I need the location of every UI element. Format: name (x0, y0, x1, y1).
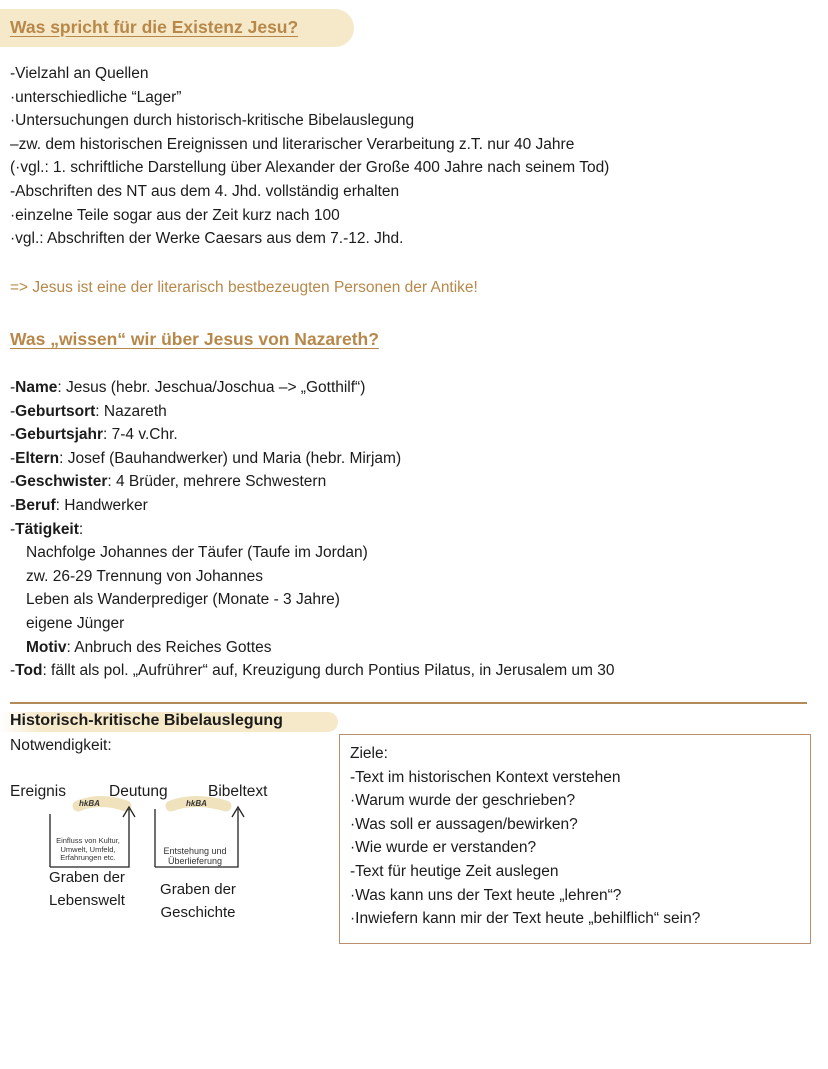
graben-line: Geschichte (160, 903, 236, 921)
list-item: Nachfolge Johannes der Täufer (Taufe im Jordan) (26, 544, 368, 562)
conclusion-text: => Jesus ist eine der literarisch bestbezeugten Personen der Antike! (10, 279, 478, 296)
fact-value: : Josef (Bauhandwerker) und Maria (hebr. Mirjam) (59, 449, 402, 467)
box-right-text: Entstehung und Überlieferung (163, 846, 227, 866)
fact-geburtsort: -Geburtsort: Nazareth (10, 402, 167, 420)
graben-geschichte (147, 879, 249, 924)
fact-value: : 7-4 v.Chr. (103, 426, 178, 444)
fact-value: : Nazareth (95, 402, 167, 420)
fact-label: Geschwister (15, 473, 108, 491)
list-item: eigene Jünger (26, 614, 125, 632)
fact-name: -Name: Jesus (hebr. Jeschua/Joschua –> „Gotthilf“) (10, 379, 366, 396)
fact-geburtsjahr: -Geburtsjahr: 7-4 v.Chr. (10, 426, 178, 444)
list-item: -Abschriften des NT aus dem 4. Jhd. vollständig erhalten (10, 182, 400, 200)
diagram-label-bibeltext: Bibeltext (208, 783, 268, 800)
fact-value: : Jesus (hebr. Jeschua/Joschua –> „Gotthilf“) (57, 379, 366, 396)
notwendigkeit-label: Notwendigkeit: (10, 737, 112, 754)
ziele-heading: Ziele: (350, 745, 388, 762)
list-item: ·Warum wurde der geschrieben? (350, 792, 576, 810)
section-divider (10, 702, 807, 704)
fact-geschwister: -Geschwister: 4 Brüder, mehrere Schwestern (10, 473, 327, 491)
list-item: ·Inwiefern kann mir der Text heute „behilflich“ sein? (350, 910, 701, 928)
list-item: -Text im historischen Kontext verstehen (350, 768, 621, 786)
fact-taetigkeit: -Tätigkeit: (10, 520, 84, 538)
list-item: ·unterschiedliche “Lager” (10, 88, 182, 106)
fact-value: : fällt als pol. „Aufrührer“ auf, Kreuzigung durch Pontius Pilatus, in Jerusalem um 30 (42, 662, 615, 680)
graben-line: Graben der (49, 869, 125, 886)
fact-label: Geburtsjahr (15, 426, 104, 444)
ziele-list (350, 742, 700, 931)
fact-label: Name (15, 379, 58, 396)
heading-highlight (0, 712, 338, 732)
section2-list (10, 376, 615, 683)
hkba-label-right: hkBA (186, 799, 207, 808)
graben-line: Lebenswelt (49, 891, 125, 909)
fact-value: : Anbruch des Reiches Gottes (66, 638, 272, 656)
list-item: ·Was soll er aussagen/bewirken? (350, 815, 578, 833)
list-item: –zw. dem historischen Ereignissen und literarischer Verarbeitung z.T. nur 40 Jahre (10, 135, 575, 153)
graben-line: Graben der (160, 881, 236, 898)
fact-beruf: -Beruf: Handwerker (10, 496, 148, 514)
graben-lebenswelt (36, 867, 138, 912)
heading-highlight (0, 9, 354, 47)
hkba-label-left: hkBA (79, 799, 100, 808)
diagram-label-deutung: Deutung (109, 783, 168, 800)
section3-title: Historisch-kritische Bibelauslegung (10, 712, 283, 729)
fact-value: : (78, 520, 84, 538)
fact-label: Tod (15, 662, 43, 680)
section1-list (10, 62, 609, 251)
list-item: Leben als Wanderprediger (Monate - 3 Jahre) (26, 591, 340, 609)
list-item: ·Untersuchungen durch historisch-kritische Bibelauslegung (10, 112, 415, 130)
fact-tod: -Tod: fällt als pol. „Aufrührer“ auf, Kreuzigung durch Pontius Pilatus, in Jerusalem um 30 (10, 662, 615, 680)
list-item: (·vgl.: 1. schriftliche Darstellung über Alexander der Große 400 Jahre nach seinem Tod) (10, 159, 610, 177)
fact-label: Beruf (15, 496, 56, 514)
box-left-text: Einfluss von Kultur, Umwelt, Umfeld, Erfahrungen etc. (56, 836, 120, 862)
fact-value: : 4 Brüder, mehrere Schwestern (107, 473, 327, 491)
section1-title: Was spricht für die Existenz Jesu? (10, 17, 299, 37)
list-item: ·vgl.: Abschriften der Werke Caesars aus dem 7.-12. Jhd. (10, 230, 404, 248)
list-item: ·einzelne Teile sogar aus der Zeit kurz nach 100 (10, 206, 340, 224)
fact-value: : Handwerker (55, 496, 148, 514)
list-item: ·Was kann uns der Text heute „lehren“? (350, 886, 622, 904)
diagram-label-ereignis: Ereignis (10, 783, 66, 800)
list-item: -Text für heutige Zeit auslegen (350, 862, 559, 880)
section2-title: Was „wissen“ wir über Jesus von Nazareth? (10, 329, 379, 349)
list-item: zw. 26-29 Trennung von Johannes (26, 567, 263, 585)
fact-motiv (10, 636, 615, 660)
fact-eltern: -Eltern: Josef (Bauhandwerker) und Maria (hebr. Mirjam) (10, 449, 402, 467)
fact-label: Geburtsort (15, 402, 96, 420)
fact-label: Motiv (26, 638, 67, 656)
list-item: ·Wie wurde er verstanden? (350, 839, 537, 857)
fact-label: Eltern (15, 449, 60, 467)
fact-label: Tätigkeit (15, 520, 79, 538)
list-item: -Vielzahl an Quellen (10, 65, 149, 82)
